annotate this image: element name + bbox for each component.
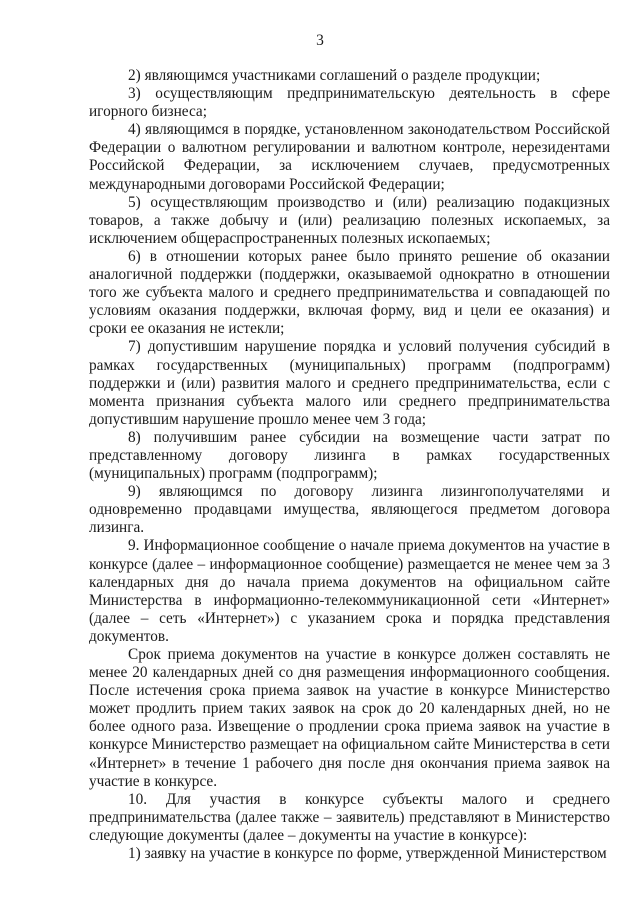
list-item-4: 4) являющимся в порядке, установленном законодательством Российской Федерации о валютном регулировании и валютном контроле, нерезидентами Российской Федерации, за исключением случаев, предусмотренных международными договорами Российской Федерации; bbox=[89, 121, 610, 193]
clause-9-deadline-paragraph: Срок приема документов на участие в конкурсе должен составлять не менее 20 календарных дней со дня размещения информационного сообщения. После истечения срока приема заявок на участие в конкурсе Министерство может продлить прием таких заявок на срок до 20 календарных дней, но не более одного раза. Извещение о продлении срока приема заявок на участие в конкурсе Министерство размещает на официальном сайте Министерства в сети «Интернет» в течение 1 рабочего дня после дня окончания приема заявок на участие в конкурсе. bbox=[89, 646, 610, 790]
list-item-6: 6) в отношении которых ранее было принято решение об оказании аналогичной поддержки (поддержки, оказываемой однократно в отношении того же субъекта малого и среднего предпринимательства и совпадающей по условиям оказания поддержки, включая форму, вид и цели ее оказания) и сроки ее оказания не истекли; bbox=[89, 247, 610, 338]
list-item-5: 5) осуществляющим производство и (или) реализацию подакцизных товаров, а также добычу и (или) реализацию полезных ископаемых, за исключением общераспространенных полезных ископаемых; bbox=[89, 193, 610, 247]
list-item-9: 9) являющимся по договору лизинга лизингополучателями и одновременно продавцами имущества, являющегося предметом договора лизинга. bbox=[89, 483, 610, 537]
document-body bbox=[89, 67, 610, 863]
list-item-8: 8) получившим ранее субсидии на возмещение части затрат по представленному договору лизинга в рамках государственных (муниципальных) программ (подпрограмм); bbox=[89, 428, 610, 483]
list-item-7: 7) допустившим нарушение порядка и условий получения субсидий в рамках государственных (муниципальных) программ (подпрограмм) поддержки и (или) развития малого и среднего предпринимательства, если с момента признания субъекта малого или среднего предпринимательства допустившим нарушение прошло менее чем 3 года; bbox=[89, 338, 610, 428]
page-number: 3 bbox=[316, 32, 324, 49]
list-item-3: 3) осуществляющим предпринимательскую деятельность в сфере игорного бизнеса; bbox=[89, 85, 610, 121]
clause-10-item-1: 1) заявку на участие в конкурсе по форме, утвержденной Министерством bbox=[128, 845, 607, 863]
clause-9: 9. Информационное сообщение о начале приема документов на участие в конкурсе (далее – информационное сообщение) размещается не менее чем за 3 календарных дня до начала приема документов на официальном сайте Министерства в информационно-телекоммуникационной сети «Интернет» (далее – сеть «Интернет») с указанием срока и порядка представления документов. bbox=[89, 537, 610, 645]
list-item-2: 2) являющимся участниками соглашений о разделе продукции; bbox=[128, 67, 541, 84]
clause-10: 10. Для участия в конкурсе субъекты малого и среднего предпринимательства (далее также – заявитель) представляют в Министерство следующие документы (далее – документы на участие в конкурсе): bbox=[89, 790, 610, 844]
